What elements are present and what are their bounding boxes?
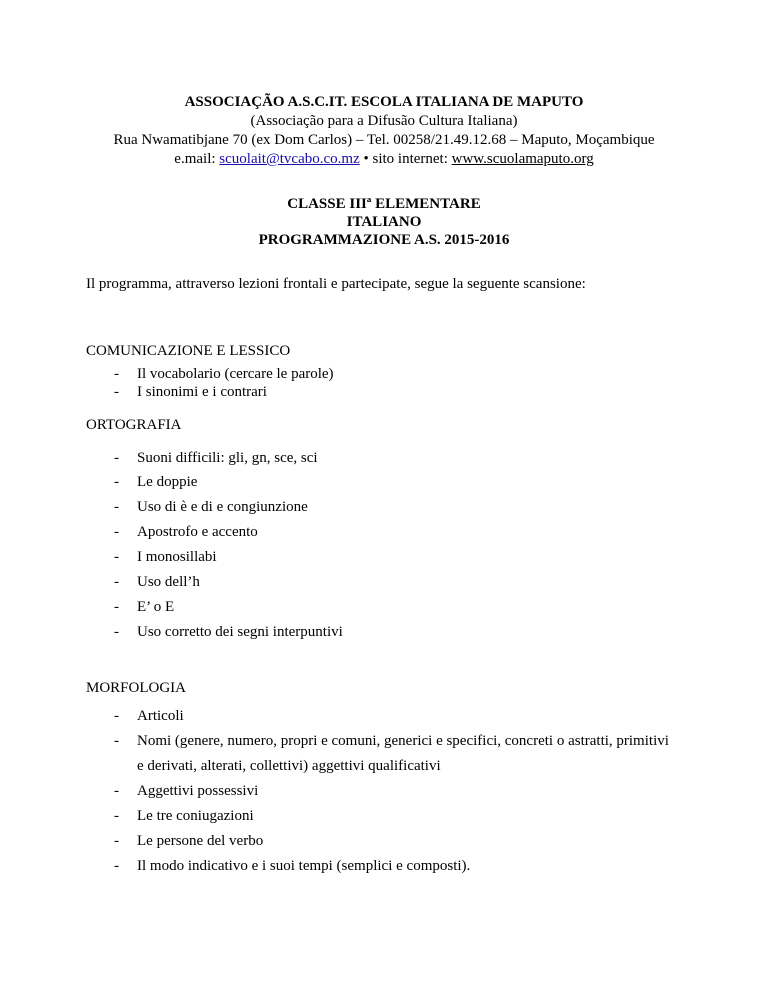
list-item: - Nomi (genere, numero, propri e comuni, generici e specifici, concreti o astratti, primitivi bbox=[114, 733, 669, 749]
list-item-continuation: e derivati, alterati, collettivi) aggettivi qualificativi bbox=[137, 758, 441, 774]
list-item: - Suoni difficili: gli, gn, sce, sci bbox=[114, 450, 318, 466]
letterhead bbox=[0, 93, 768, 169]
bullet-dash: - bbox=[114, 708, 119, 724]
document-title bbox=[0, 195, 768, 249]
list-item: - Le doppie bbox=[114, 474, 198, 490]
bullet-dash: - bbox=[114, 384, 119, 400]
email-prefix: e.mail: bbox=[174, 151, 220, 167]
section-heading-comunicazione: COMUNICAZIONE E LESSICO bbox=[86, 343, 291, 359]
title-program: PROGRAMMAZIONE A.S. 2015-2016 bbox=[258, 232, 510, 248]
list-item: - Uso di è e di e congiunzione bbox=[114, 499, 308, 515]
section-heading-morfologia: MORFOLOGIA bbox=[86, 680, 187, 696]
bullet-dash: - bbox=[114, 858, 119, 874]
bullet-dash: - bbox=[114, 574, 119, 590]
org-subtitle: (Associação para a Difusão Cultura Italiana) bbox=[250, 113, 518, 129]
website-link[interactable]: www.scuolamaputo.org bbox=[451, 151, 594, 167]
contact-line bbox=[0, 150, 768, 169]
title-subject: ITALIANO bbox=[346, 214, 422, 230]
bullet-dash: - bbox=[114, 549, 119, 565]
bullet-dash: - bbox=[114, 524, 119, 540]
org-address: Rua Nwamatibjane 70 (ex Dom Carlos) – Tel. 00258/21.49.12.68 – Maputo, Moçambique bbox=[113, 132, 655, 148]
bullet-dash: - bbox=[114, 366, 119, 382]
email-link[interactable]: scuolait@tvcabo.co.mz bbox=[219, 151, 360, 167]
list-item: - Uso dell’h bbox=[114, 574, 200, 590]
intro-paragraph: Il programma, attraverso lezioni frontali e partecipate, segue la seguente scansione: bbox=[86, 276, 586, 292]
bullet-dash: - bbox=[114, 599, 119, 615]
list-item: - I monosillabi bbox=[114, 549, 217, 565]
list-item: - I sinonimi e i contrari bbox=[114, 384, 267, 400]
list-item: - Il vocabolario (cercare le parole) bbox=[114, 366, 334, 382]
list-item: - Articoli bbox=[114, 708, 184, 724]
bullet-dash: - bbox=[114, 733, 119, 749]
bullet-dash: - bbox=[114, 450, 119, 466]
bullet-dash: - bbox=[114, 474, 119, 490]
bullet-dash: - bbox=[114, 783, 119, 799]
list-item: - E’ o E bbox=[114, 599, 175, 615]
site-prefix: • sito internet: bbox=[359, 151, 452, 167]
bullet-dash: - bbox=[114, 833, 119, 849]
list-item: - Le persone del verbo bbox=[114, 833, 264, 849]
list-item: - Uso corretto dei segni interpuntivi bbox=[114, 624, 343, 640]
org-name: ASSOCIAÇÃO A.S.C.IT. ESCOLA ITALIANA DE MAPUTO bbox=[184, 94, 584, 110]
list-item: - Aggettivi possessivi bbox=[114, 783, 259, 799]
list-item: - Le tre coniugazioni bbox=[114, 808, 254, 824]
title-class: CLASSE IIIª ELEMENTARE bbox=[287, 196, 481, 212]
section-heading-ortografia: ORTOGRAFIA bbox=[86, 417, 182, 433]
bullet-dash: - bbox=[114, 624, 119, 640]
list-item: - Il modo indicativo e i suoi tempi (semplici e composti). bbox=[114, 858, 471, 874]
list-item: - Apostrofo e accento bbox=[114, 524, 258, 540]
bullet-dash: - bbox=[114, 808, 119, 824]
bullet-dash: - bbox=[114, 499, 119, 515]
